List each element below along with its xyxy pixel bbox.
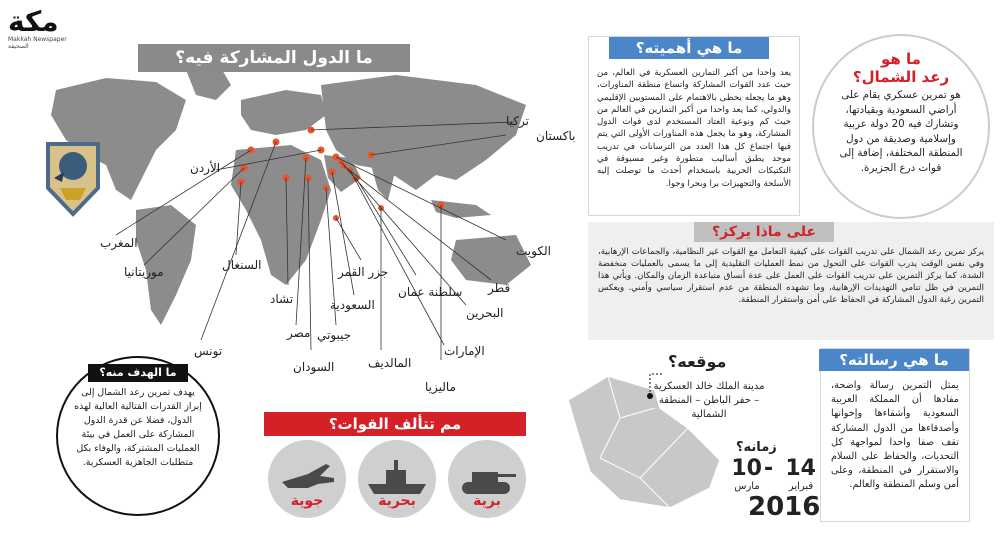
location-title: موقعه؟ xyxy=(668,352,727,371)
logo-subtext: Makkah Newspaper الصحيفة xyxy=(8,36,67,50)
label-kuwait: الكويت xyxy=(516,244,551,258)
logo xyxy=(8,5,78,50)
importance-title: ما هي أهميته؟ xyxy=(609,37,769,59)
importance-body: يعد واحدا من أكبر التمارين العسكرية في العالم، من حيث عدد القوات المشاركة واتساع منطقة المناورات، وهو ما يجعله يحظى بالاهتمام على المستويين الإقليمي والدولي، كما يعد واحدا من أكبر التمارين في العالم من حيث كم ونوعية العتاد المستخدم لدى قوات الدول المشاركة، وهو ما يجعل هذه المناورات الأولى التي يتم فيها اجتماع كل هذا العدد من الترسانات في تدريب موحد يطبق أساليب متطورة وغير مسبوقة في التكتيكات الحربية باستخدام أحدث ما توصلت إليه الأسلحة والتجهيزات برا وبحرا وجوا. xyxy=(597,68,791,189)
message-body: يمثل التمرين رسالة واضحة، مفادها أن المملكة العربية السعودية وأشقاءها وإخوانها وأصدقاءها من الدول المشاركة تقف صفا واحدا لمواجهة كل التحديات، والحفاظ على السلام والاستقرار في المنطقة، وعلى أمن وسلم المنطقة والعالم. xyxy=(831,380,959,491)
goal-circle xyxy=(56,356,220,516)
start-month: فبراير xyxy=(788,481,814,492)
message-box xyxy=(820,348,970,522)
focus-title: على ماذا يركز؟ xyxy=(694,222,834,242)
what-is-title: ما هو رعد الشمال؟ xyxy=(852,50,950,86)
label-uae: الإمارات xyxy=(444,344,485,358)
end-day: 10 xyxy=(731,456,762,481)
exercise-emblem-icon xyxy=(40,138,106,220)
start-date xyxy=(786,456,816,492)
label-jordan: الأردن xyxy=(190,161,221,175)
location-body: مدينة الملك خالد العسكرية – حفر الباطن – المنطقة الشمالية xyxy=(653,381,765,420)
message-title: ما هي رسالته؟ xyxy=(819,349,969,371)
label-egypt: مصر xyxy=(287,326,311,340)
land-force-label: برية xyxy=(473,493,501,509)
when-title: زمانه؟ xyxy=(736,440,777,455)
goal-body: يهدف تمرين رعد الشمال إلى إبراز القدرات القتالية العالية لهذه الدول، فضلا عن قدرة الدول المشاركة على العمل في بيئة العمليات المشتركة، والوفاء بكل متطلبات الجاهزية العسكرية. xyxy=(74,387,202,468)
what-is-circle xyxy=(812,34,990,219)
focus-body: يركز تمرين رعد الشمال على تدريب القوات على كيفية التعامل مع القوات غير النظامية، والجماعات الإرهابية، وفي نفس الوقت يدرب القوات على التحول من نمط العمليات التقليدية إلى ما يسمى بالعمليات منخفضة الشدة، كما يركز التمرين على تدريب القوات على العمل على عدة أنساق متباعدة الزمان والمكان. ويأتي هذا التمرين في ظل تنامي التهديدات الإرهابية، وما تشهده المنطقة من عدم استقرار سياسي وأمني. ويعكس التمرين رغبة الدول المشاركة في الحفاظ على أمن واستقرار المنطقة. xyxy=(598,247,984,305)
label-saudi: السعودية xyxy=(330,298,375,312)
label-qatar: قطر xyxy=(488,281,511,295)
label-sudan: السودان xyxy=(293,360,335,374)
label-tunisia: تونس xyxy=(194,344,223,358)
logo-text: مكة xyxy=(8,5,59,38)
label-bahrain: البحرين xyxy=(466,306,504,320)
label-chad: تشاد xyxy=(270,292,294,306)
naval-force-label: بحرية xyxy=(378,493,416,509)
label-malaysia: ماليزيا xyxy=(425,380,456,394)
importance-box xyxy=(588,36,800,216)
label-maldives: المالديف xyxy=(368,356,412,370)
map-australia xyxy=(451,235,531,285)
label-mauritania: موريتانيا xyxy=(124,265,164,279)
end-date xyxy=(732,456,762,492)
goal-title: ما الهدف منه؟ xyxy=(88,364,188,382)
label-djibouti: جيبوتي xyxy=(317,328,352,342)
focus-box xyxy=(588,222,994,340)
label-pakistan: باكستان xyxy=(536,129,576,143)
map-greenland xyxy=(186,68,231,100)
map-india xyxy=(371,165,396,200)
end-month: مارس xyxy=(734,481,760,492)
label-oman-1: سلطنة عمان xyxy=(398,285,463,299)
year: 2016 xyxy=(748,492,821,522)
label-turkey: تركيا xyxy=(506,114,529,128)
start-day: 14 xyxy=(785,456,816,481)
map-title: ما الدول المشاركة فيه؟ xyxy=(138,44,410,72)
label-comoros: جزر القمر xyxy=(338,265,389,279)
forces-title: مم تتألف القوات؟ xyxy=(264,412,526,436)
air-force-label: جوية xyxy=(290,493,324,509)
what-is-body: هو تمرين عسكري يقام على أراضي السعودية وبقيادتها، وتشارك فيه 20 دولة عربية وإسلامية وصديقة من دول المنطقة المختلفة، إضافة إلى قوات درع الجزيرة. xyxy=(839,89,963,174)
date-dash: - xyxy=(764,456,774,481)
label-morocco: المغرب xyxy=(100,236,138,250)
label-senegal: السنغال xyxy=(222,258,262,272)
